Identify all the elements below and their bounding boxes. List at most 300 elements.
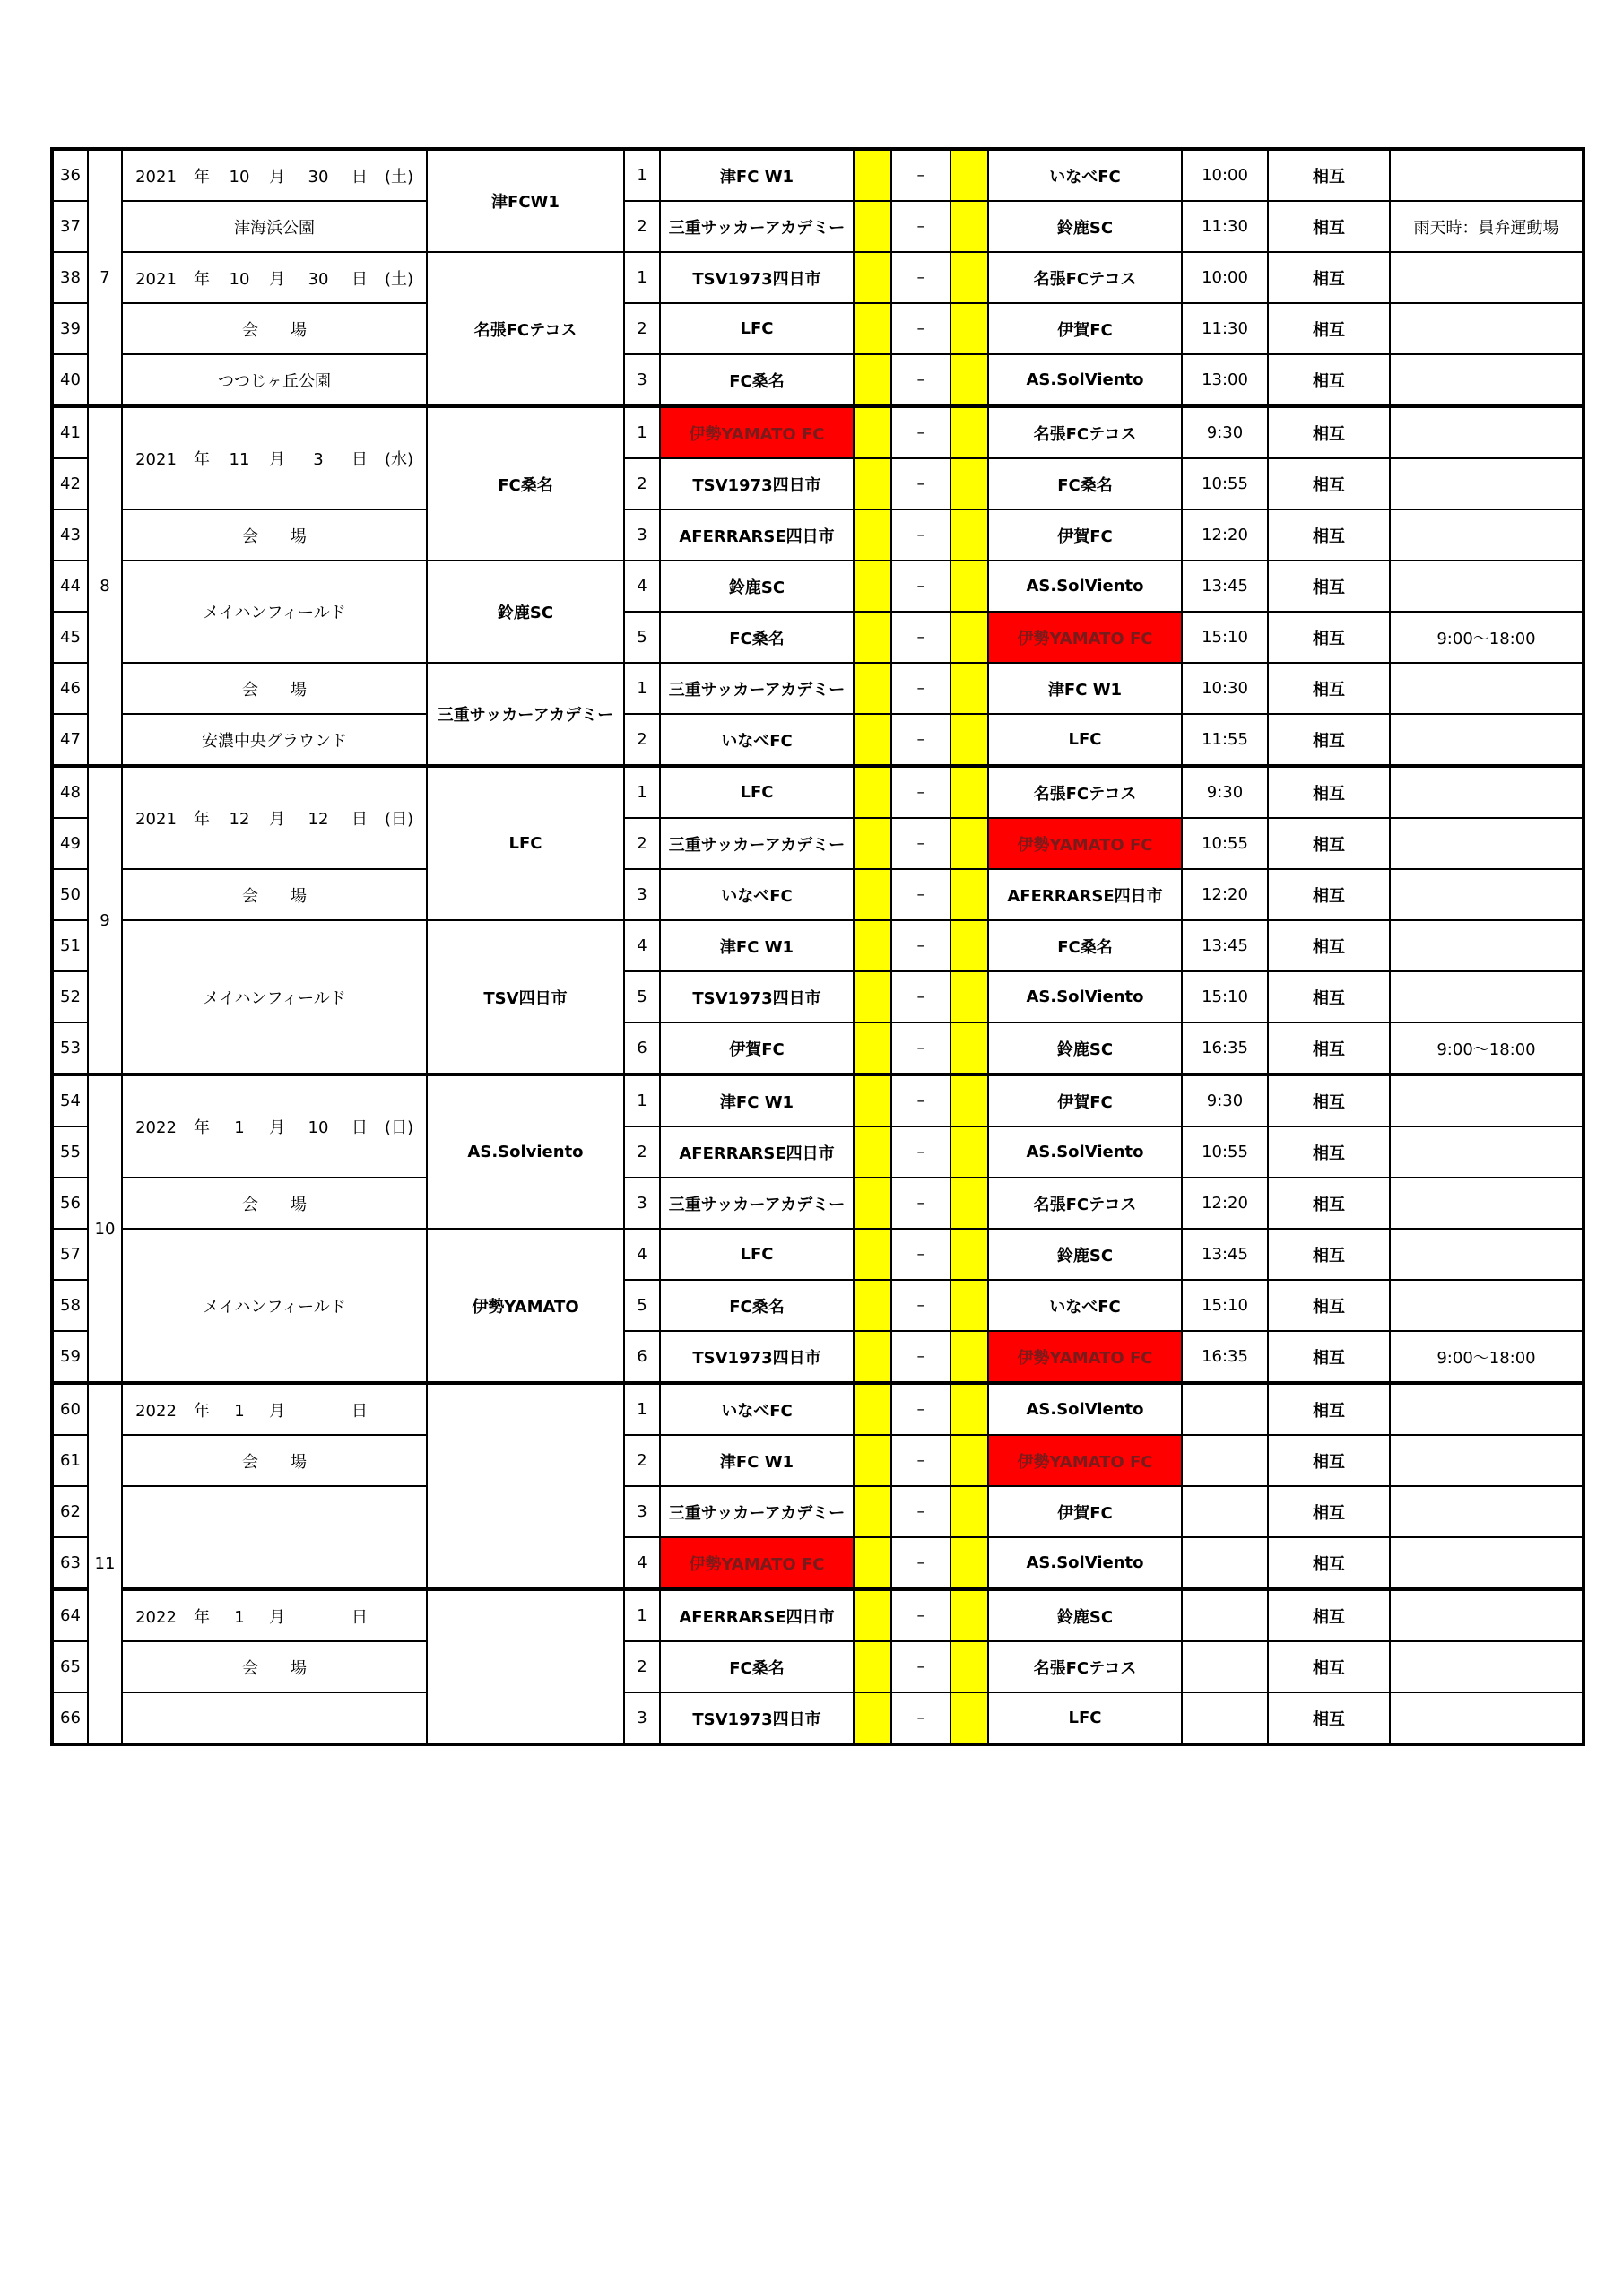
score-separator: – xyxy=(891,1229,950,1280)
match-number: 45 xyxy=(52,612,88,663)
kickoff-time: 11:30 xyxy=(1182,303,1268,354)
home-score-cell xyxy=(854,663,891,714)
table-row xyxy=(52,714,1584,766)
score-separator: – xyxy=(891,818,950,869)
away-team: AS.SolViento xyxy=(988,971,1182,1022)
date-year: 2022 xyxy=(135,1607,177,1627)
kickoff-time: 10:55 xyxy=(1182,1126,1268,1178)
year-unit: 年 xyxy=(194,810,210,829)
away-score-cell xyxy=(950,1280,988,1331)
referee-type: 相互 xyxy=(1268,1331,1390,1383)
away-score-cell xyxy=(950,818,988,869)
game-number: 1 xyxy=(624,1383,660,1435)
score-separator: – xyxy=(891,920,950,971)
referee-type: 相互 xyxy=(1268,458,1390,509)
away-team: 伊勢YAMATO FC xyxy=(988,1435,1182,1486)
table-row xyxy=(52,354,1584,406)
match-note xyxy=(1390,663,1584,714)
away-score-cell xyxy=(950,458,988,509)
away-score-cell xyxy=(950,1589,988,1641)
referee-type: 相互 xyxy=(1268,561,1390,612)
game-number: 4 xyxy=(624,920,660,971)
match-number: 66 xyxy=(52,1692,88,1744)
away-team: 名張FCテコス xyxy=(988,252,1182,303)
score-separator: – xyxy=(891,1435,950,1486)
game-number: 2 xyxy=(624,201,660,252)
month-unit: 月 xyxy=(269,1118,285,1137)
home-score-cell xyxy=(854,458,891,509)
away-score-cell xyxy=(950,1537,988,1589)
home-score-cell xyxy=(854,1641,891,1692)
date-day: 3 xyxy=(313,450,324,469)
table-row xyxy=(52,149,1584,201)
home-score-cell xyxy=(854,1074,891,1126)
date-year: 2021 xyxy=(135,269,177,289)
score-separator: – xyxy=(891,458,950,509)
venue-label: 会 場 xyxy=(122,303,427,354)
kickoff-time: 9:30 xyxy=(1182,1074,1268,1126)
home-team: FC桑名 xyxy=(660,354,854,406)
date-weekday: (土) xyxy=(384,167,414,187)
kickoff-time: 15:10 xyxy=(1182,1280,1268,1331)
match-number: 62 xyxy=(52,1486,88,1537)
host-team-2: 伊勢YAMATO xyxy=(427,1229,624,1383)
match-note xyxy=(1390,1280,1584,1331)
away-score-cell xyxy=(950,663,988,714)
away-score-cell xyxy=(950,714,988,766)
day-unit: 日 xyxy=(352,1607,368,1627)
match-number: 41 xyxy=(52,406,88,458)
venue-label: 会 場 xyxy=(122,663,427,714)
round-number: 8 xyxy=(88,406,122,766)
host-team: 三重サッカーアカデミー xyxy=(427,663,624,766)
venue-label: 会 場 xyxy=(122,1435,427,1486)
home-score-cell xyxy=(854,149,891,201)
referee-type: 相互 xyxy=(1268,149,1390,201)
kickoff-time: 12:20 xyxy=(1182,1178,1268,1229)
home-team: LFC xyxy=(660,1229,854,1280)
day-unit: 日 xyxy=(352,810,368,829)
match-note xyxy=(1390,1126,1584,1178)
away-team: LFC xyxy=(988,1692,1182,1744)
home-team: TSV1973四日市 xyxy=(660,458,854,509)
kickoff-time: 12:20 xyxy=(1182,869,1268,920)
date-year: 2022 xyxy=(135,1118,177,1137)
kickoff-time: 9:30 xyxy=(1182,766,1268,818)
match-number: 50 xyxy=(52,869,88,920)
venue-name xyxy=(122,1692,427,1744)
game-number: 2 xyxy=(624,458,660,509)
away-score-cell xyxy=(950,1074,988,1126)
schedule-sheet xyxy=(50,147,1582,1789)
date-weekday: (日) xyxy=(384,810,414,829)
score-separator: – xyxy=(891,201,950,252)
match-note xyxy=(1390,1589,1584,1641)
home-score-cell xyxy=(854,303,891,354)
kickoff-time: 13:45 xyxy=(1182,561,1268,612)
away-score-cell xyxy=(950,1383,988,1435)
home-team: FC桑名 xyxy=(660,1280,854,1331)
score-separator: – xyxy=(891,149,950,201)
game-number: 1 xyxy=(624,766,660,818)
home-score-cell xyxy=(854,1383,891,1435)
referee-type: 相互 xyxy=(1268,920,1390,971)
score-separator: – xyxy=(891,561,950,612)
home-team: AFERRARSE四日市 xyxy=(660,1589,854,1641)
kickoff-time: 10:30 xyxy=(1182,663,1268,714)
date-month: 1 xyxy=(234,1607,245,1627)
match-note xyxy=(1390,1383,1584,1435)
match-note xyxy=(1390,1692,1584,1744)
date-year: 2022 xyxy=(135,1401,177,1421)
match-note xyxy=(1390,406,1584,458)
match-date xyxy=(122,766,427,869)
match-date xyxy=(122,406,427,509)
home-score-cell xyxy=(854,1589,891,1641)
home-team: FC桑名 xyxy=(660,612,854,663)
month-unit: 月 xyxy=(269,1401,285,1421)
match-note xyxy=(1390,1229,1584,1280)
away-team: 鈴鹿SC xyxy=(988,201,1182,252)
match-note xyxy=(1390,920,1584,971)
away-score-cell xyxy=(950,303,988,354)
venue-name: つつじヶ丘公園 xyxy=(122,354,427,406)
away-score-cell xyxy=(950,766,988,818)
home-team: LFC xyxy=(660,766,854,818)
game-number: 2 xyxy=(624,818,660,869)
referee-type: 相互 xyxy=(1268,354,1390,406)
match-note xyxy=(1390,458,1584,509)
day-unit: 日 xyxy=(352,167,368,187)
match-number: 60 xyxy=(52,1383,88,1435)
score-separator: – xyxy=(891,663,950,714)
game-number: 5 xyxy=(624,971,660,1022)
away-team: 伊勢YAMATO FC xyxy=(988,818,1182,869)
table-row xyxy=(52,406,1584,458)
away-score-cell xyxy=(950,1178,988,1229)
score-separator: – xyxy=(891,1383,950,1435)
match-date xyxy=(122,252,427,303)
month-unit: 月 xyxy=(269,810,285,829)
home-team: 津FC W1 xyxy=(660,1435,854,1486)
table-row xyxy=(52,1641,1584,1692)
match-note: 9:00～18:00 xyxy=(1390,1331,1584,1383)
day-unit: 日 xyxy=(352,1401,368,1421)
match-note xyxy=(1390,1641,1584,1692)
kickoff-time: 12:20 xyxy=(1182,509,1268,561)
venue-label: 会 場 xyxy=(122,1641,427,1692)
day-unit: 日 xyxy=(352,269,368,289)
home-score-cell xyxy=(854,766,891,818)
match-note xyxy=(1390,971,1584,1022)
kickoff-time: 16:35 xyxy=(1182,1022,1268,1074)
table-row xyxy=(52,252,1584,303)
date-day: 30 xyxy=(308,269,329,289)
game-number: 6 xyxy=(624,1022,660,1074)
home-team: 伊勢YAMATO FC xyxy=(660,1537,854,1589)
match-number: 46 xyxy=(52,663,88,714)
kickoff-time: 11:55 xyxy=(1182,714,1268,766)
home-score-cell xyxy=(854,1280,891,1331)
away-score-cell xyxy=(950,971,988,1022)
game-number: 5 xyxy=(624,612,660,663)
referee-type: 相互 xyxy=(1268,663,1390,714)
game-number: 2 xyxy=(624,714,660,766)
venue-name: メイハンフィールド xyxy=(122,561,427,663)
away-score-cell xyxy=(950,869,988,920)
match-number: 52 xyxy=(52,971,88,1022)
match-number: 61 xyxy=(52,1435,88,1486)
month-unit: 月 xyxy=(269,167,285,187)
away-score-cell xyxy=(950,1022,988,1074)
referee-type: 相互 xyxy=(1268,1280,1390,1331)
referee-type: 相互 xyxy=(1268,1074,1390,1126)
home-team: FC桑名 xyxy=(660,1641,854,1692)
game-number: 1 xyxy=(624,406,660,458)
year-unit: 年 xyxy=(194,1118,210,1137)
game-number: 2 xyxy=(624,1126,660,1178)
away-team: 鈴鹿SC xyxy=(988,1589,1182,1641)
away-score-cell xyxy=(950,252,988,303)
referee-type: 相互 xyxy=(1268,509,1390,561)
kickoff-time: 13:45 xyxy=(1182,920,1268,971)
home-team: TSV1973四日市 xyxy=(660,1331,854,1383)
score-separator: – xyxy=(891,1589,950,1641)
score-separator: – xyxy=(891,1641,950,1692)
home-score-cell xyxy=(854,354,891,406)
home-team: 津FC W1 xyxy=(660,1074,854,1126)
referee-type: 相互 xyxy=(1268,1692,1390,1744)
game-number: 6 xyxy=(624,1331,660,1383)
match-note xyxy=(1390,1537,1584,1589)
host-team: 津FCW1 xyxy=(427,149,624,252)
away-score-cell xyxy=(950,201,988,252)
host-team: FC桑名 xyxy=(427,406,624,561)
away-team: 鈴鹿SC xyxy=(988,1022,1182,1074)
score-separator: – xyxy=(891,303,950,354)
score-separator: – xyxy=(891,1126,950,1178)
home-score-cell xyxy=(854,818,891,869)
round-number: 7 xyxy=(88,149,122,406)
away-team: 伊賀FC xyxy=(988,1486,1182,1537)
table-row xyxy=(52,561,1584,612)
kickoff-time xyxy=(1182,1486,1268,1537)
referee-type: 相互 xyxy=(1268,818,1390,869)
table-row xyxy=(52,1486,1584,1537)
score-separator: – xyxy=(891,252,950,303)
host-team xyxy=(427,1589,624,1744)
home-score-cell xyxy=(854,561,891,612)
home-score-cell xyxy=(854,406,891,458)
match-note xyxy=(1390,561,1584,612)
score-separator: – xyxy=(891,971,950,1022)
referee-type: 相互 xyxy=(1268,303,1390,354)
away-team: LFC xyxy=(988,714,1182,766)
game-number: 3 xyxy=(624,1178,660,1229)
match-number: 65 xyxy=(52,1641,88,1692)
date-month: 11 xyxy=(229,450,250,469)
away-score-cell xyxy=(950,1435,988,1486)
referee-type: 相互 xyxy=(1268,1383,1390,1435)
game-number: 3 xyxy=(624,1486,660,1537)
referee-type: 相互 xyxy=(1268,612,1390,663)
venue-name: 安濃中央グラウンド xyxy=(122,714,427,766)
match-date xyxy=(122,1383,427,1435)
away-team: AS.SolViento xyxy=(988,561,1182,612)
kickoff-time xyxy=(1182,1589,1268,1641)
away-team: FC桑名 xyxy=(988,458,1182,509)
home-score-cell xyxy=(854,1126,891,1178)
match-number: 53 xyxy=(52,1022,88,1074)
venue-label: 会 場 xyxy=(122,869,427,920)
away-team: 伊勢YAMATO FC xyxy=(988,612,1182,663)
match-note: 9:00～18:00 xyxy=(1390,1022,1584,1074)
match-number: 59 xyxy=(52,1331,88,1383)
home-team: 鈴鹿SC xyxy=(660,561,854,612)
month-unit: 月 xyxy=(269,1607,285,1627)
home-score-cell xyxy=(854,612,891,663)
round-number: 9 xyxy=(88,766,122,1074)
game-number: 2 xyxy=(624,1641,660,1692)
match-number: 56 xyxy=(52,1178,88,1229)
year-unit: 年 xyxy=(194,269,210,289)
match-number: 43 xyxy=(52,509,88,561)
match-number: 38 xyxy=(52,252,88,303)
game-number: 1 xyxy=(624,1074,660,1126)
kickoff-time xyxy=(1182,1435,1268,1486)
score-separator: – xyxy=(891,509,950,561)
home-team: AFERRARSE四日市 xyxy=(660,509,854,561)
table-row xyxy=(52,1229,1584,1280)
home-score-cell xyxy=(854,971,891,1022)
table-row xyxy=(52,1383,1584,1435)
date-year: 2021 xyxy=(135,450,177,469)
day-unit: 日 xyxy=(352,450,368,469)
date-day: 30 xyxy=(308,167,329,187)
kickoff-time: 9:30 xyxy=(1182,406,1268,458)
home-team: 津FC W1 xyxy=(660,149,854,201)
kickoff-time: 15:10 xyxy=(1182,971,1268,1022)
game-number: 3 xyxy=(624,509,660,561)
date-month: 1 xyxy=(234,1118,245,1137)
away-score-cell xyxy=(950,406,988,458)
away-team: 伊賀FC xyxy=(988,1074,1182,1126)
match-note xyxy=(1390,1435,1584,1486)
home-team: LFC xyxy=(660,303,854,354)
table-row xyxy=(52,1074,1584,1126)
match-number: 57 xyxy=(52,1229,88,1280)
away-team: AS.SolViento xyxy=(988,1383,1182,1435)
score-separator: – xyxy=(891,1178,950,1229)
match-note xyxy=(1390,1178,1584,1229)
match-number: 55 xyxy=(52,1126,88,1178)
match-note xyxy=(1390,818,1584,869)
venue-label: 会 場 xyxy=(122,509,427,561)
home-team: 三重サッカーアカデミー xyxy=(660,663,854,714)
host-team xyxy=(427,1383,624,1589)
table-row xyxy=(52,201,1584,252)
table-row xyxy=(52,1692,1584,1744)
referee-type: 相互 xyxy=(1268,1126,1390,1178)
kickoff-time xyxy=(1182,1383,1268,1435)
home-team: 三重サッカーアカデミー xyxy=(660,818,854,869)
match-number: 64 xyxy=(52,1589,88,1641)
home-score-cell xyxy=(854,920,891,971)
home-score-cell xyxy=(854,1537,891,1589)
home-team: TSV1973四日市 xyxy=(660,971,854,1022)
referee-type: 相互 xyxy=(1268,1537,1390,1589)
match-date xyxy=(122,1589,427,1641)
home-score-cell xyxy=(854,1178,891,1229)
home-score-cell xyxy=(854,509,891,561)
game-number: 2 xyxy=(624,1435,660,1486)
match-number: 51 xyxy=(52,920,88,971)
home-team: 津FC W1 xyxy=(660,920,854,971)
year-unit: 年 xyxy=(194,1401,210,1421)
kickoff-time: 11:30 xyxy=(1182,201,1268,252)
away-team: 津FC W1 xyxy=(988,663,1182,714)
score-separator: – xyxy=(891,354,950,406)
match-note: 雨天時：員弁運動場 xyxy=(1390,201,1584,252)
referee-type: 相互 xyxy=(1268,1178,1390,1229)
match-note xyxy=(1390,714,1584,766)
match-note xyxy=(1390,869,1584,920)
home-score-cell xyxy=(854,869,891,920)
date-year: 2021 xyxy=(135,810,177,829)
match-number: 42 xyxy=(52,458,88,509)
home-team: 伊賀FC xyxy=(660,1022,854,1074)
host-team: AS.Solviento xyxy=(427,1074,624,1229)
referee-type: 相互 xyxy=(1268,766,1390,818)
home-team: いなべFC xyxy=(660,714,854,766)
date-day: 12 xyxy=(308,810,329,829)
kickoff-time: 16:35 xyxy=(1182,1331,1268,1383)
score-separator: – xyxy=(891,1022,950,1074)
match-note xyxy=(1390,509,1584,561)
away-team: 名張FCテコス xyxy=(988,1178,1182,1229)
table-row xyxy=(52,1178,1584,1229)
away-team: 鈴鹿SC xyxy=(988,1229,1182,1280)
year-unit: 年 xyxy=(194,167,210,187)
venue-name xyxy=(122,1486,427,1589)
game-number: 4 xyxy=(624,1537,660,1589)
away-score-cell xyxy=(950,920,988,971)
date-day: 10 xyxy=(308,1118,329,1137)
home-team: TSV1973四日市 xyxy=(660,1692,854,1744)
host-team-2: TSV四日市 xyxy=(427,920,624,1074)
table-row xyxy=(52,1435,1584,1486)
venue-name: 津海浜公園 xyxy=(122,201,427,252)
away-score-cell xyxy=(950,149,988,201)
away-score-cell xyxy=(950,1126,988,1178)
away-team: FC桑名 xyxy=(988,920,1182,971)
score-separator: – xyxy=(891,1074,950,1126)
match-note xyxy=(1390,149,1584,201)
away-team: 名張FCテコス xyxy=(988,406,1182,458)
match-number: 37 xyxy=(52,201,88,252)
table-row xyxy=(52,1589,1584,1641)
home-score-cell xyxy=(854,1229,891,1280)
match-schedule-table xyxy=(50,147,1585,1746)
away-score-cell xyxy=(950,1486,988,1537)
kickoff-time: 10:00 xyxy=(1182,149,1268,201)
away-score-cell xyxy=(950,612,988,663)
score-separator: – xyxy=(891,406,950,458)
kickoff-time: 10:00 xyxy=(1182,252,1268,303)
month-unit: 月 xyxy=(269,450,285,469)
host-team: LFC xyxy=(427,766,624,920)
match-note xyxy=(1390,303,1584,354)
